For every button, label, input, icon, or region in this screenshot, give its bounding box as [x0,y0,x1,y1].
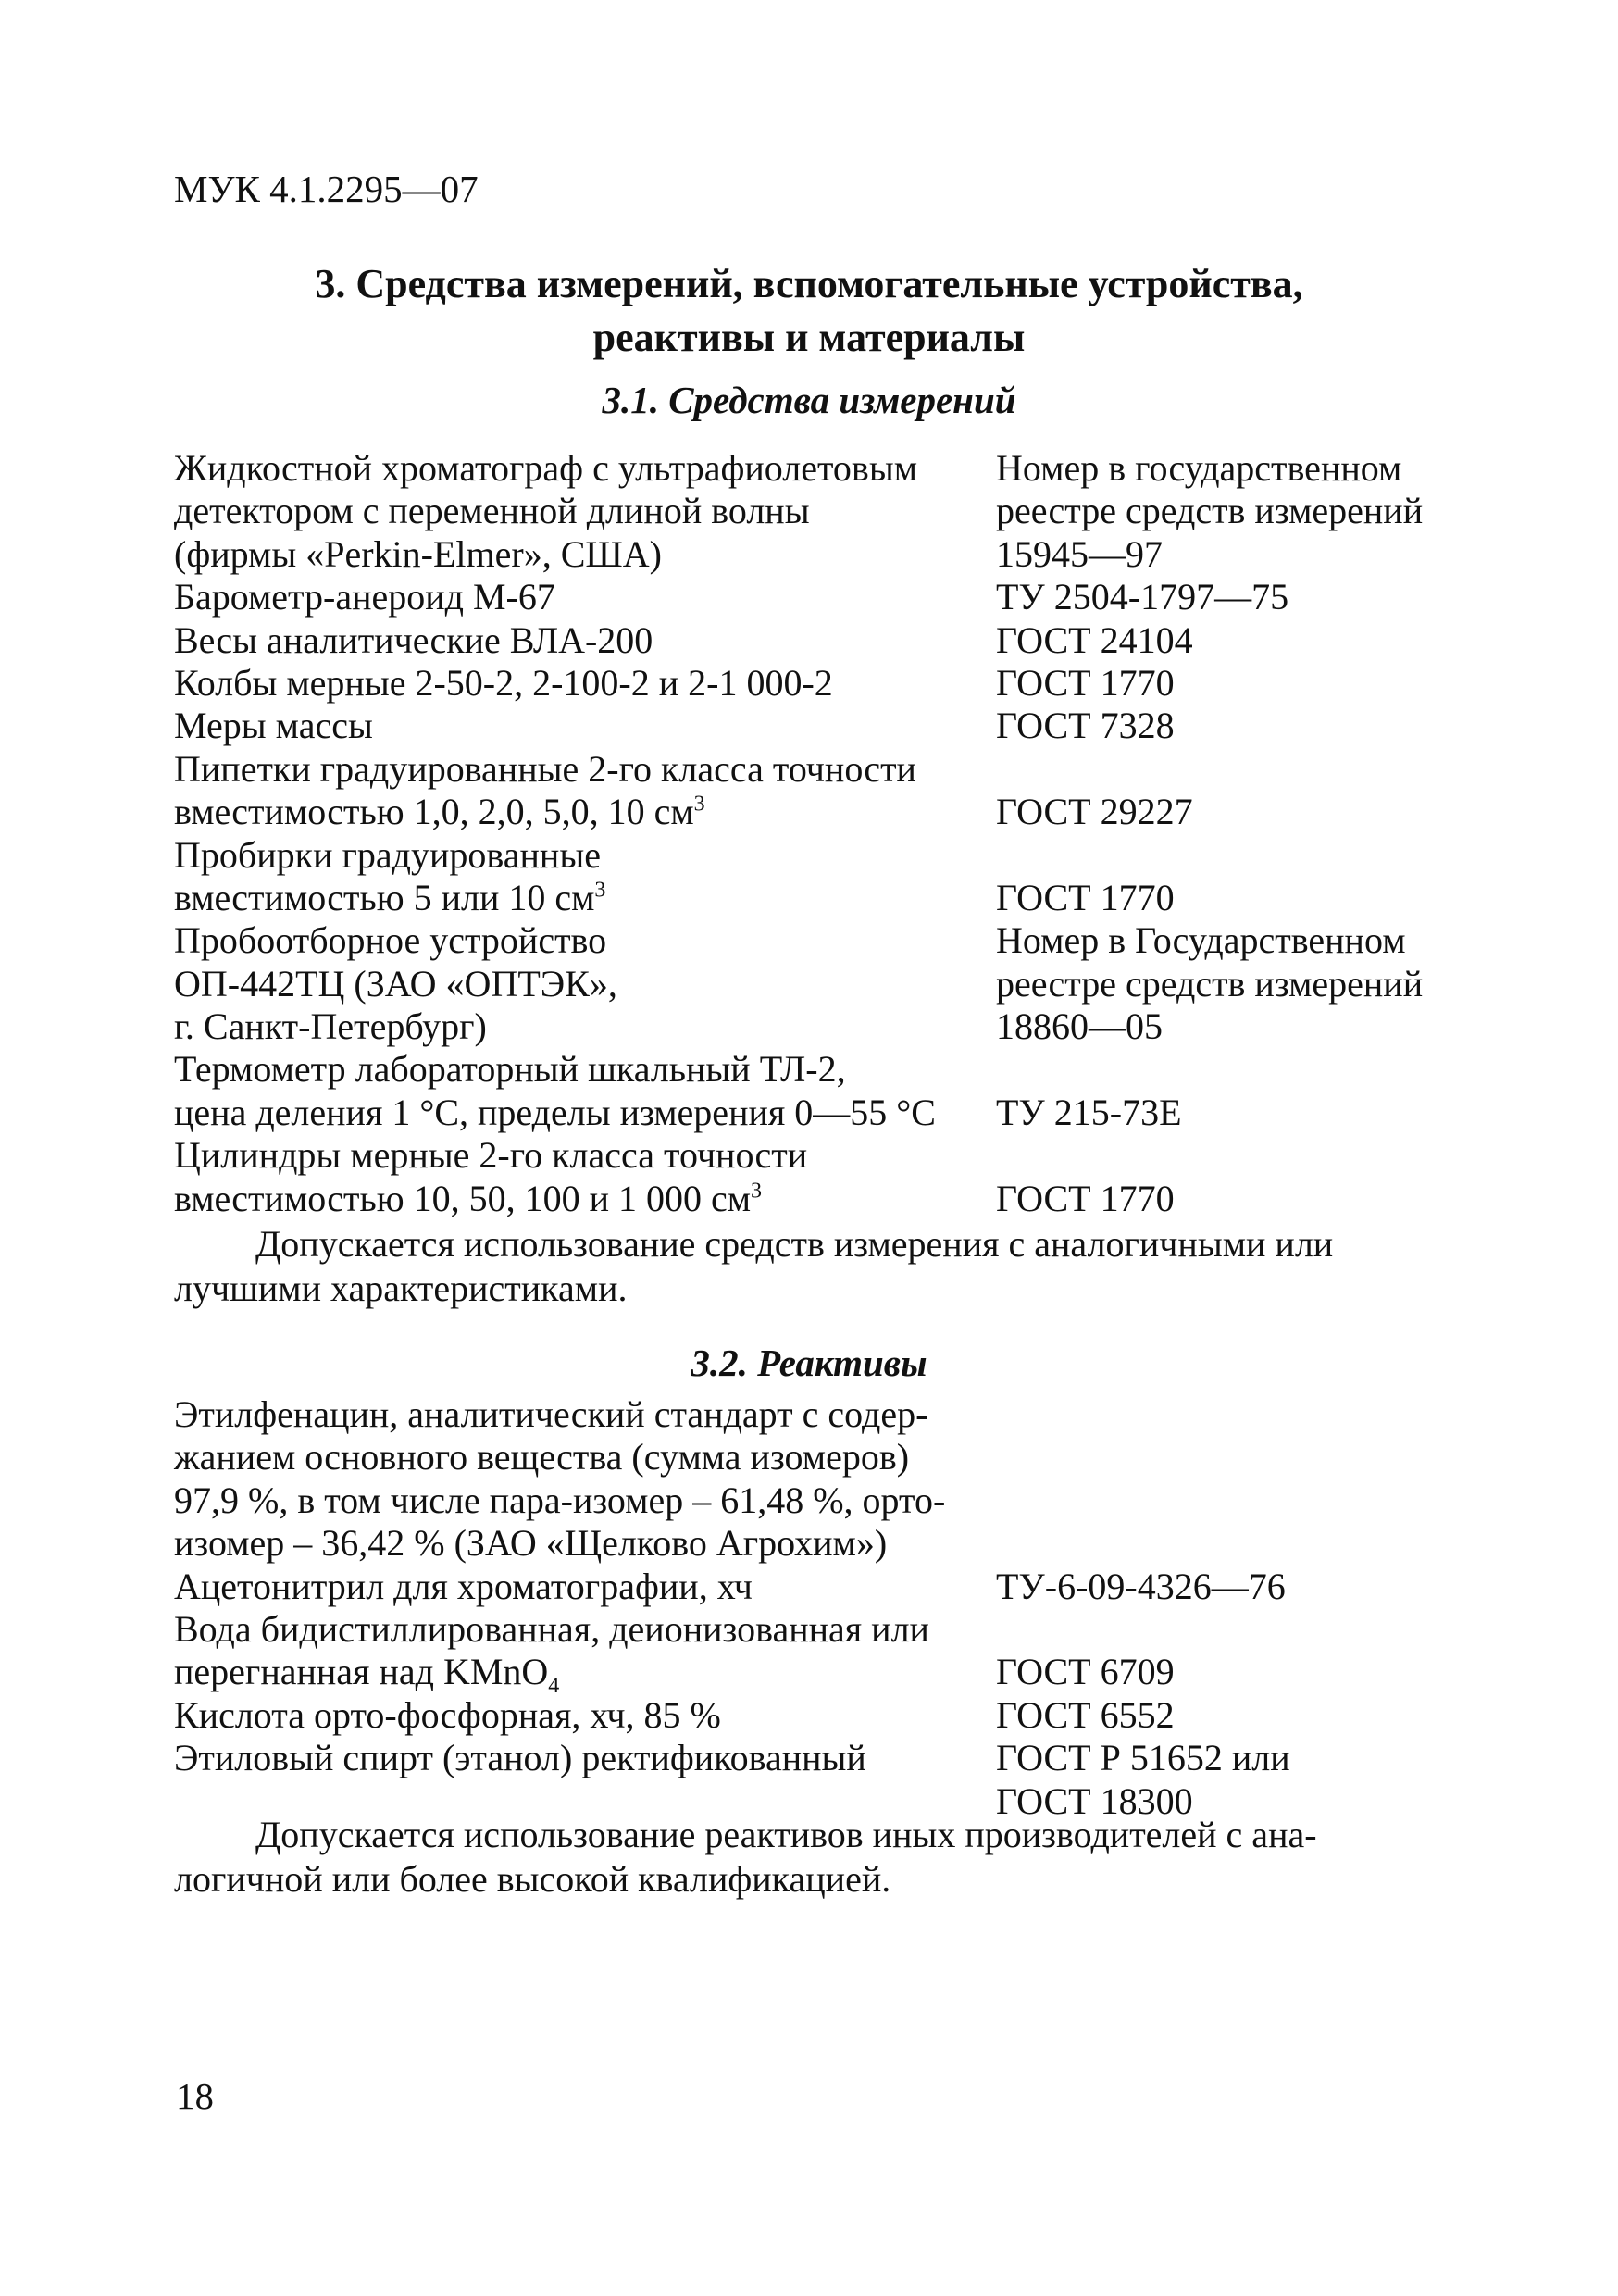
item-name: вместимостью 1,0, 2,0, 5,0, 10 $см^3$ [174,791,705,833]
table-row [174,1048,1488,1091]
table-row [174,1134,1488,1177]
subscript: 4 [548,1674,560,1699]
table-row [174,662,1488,705]
table-row [174,576,1488,618]
item-name: изомер – 36,42 % (ЗАО «Щелково Агрохим») [174,1522,888,1565]
table-row [174,791,1488,833]
table-row [174,1737,1488,1779]
reagents-table [174,1393,1488,1823]
table-row [174,1608,1488,1651]
table-row [174,834,1488,877]
table-row [174,447,1488,490]
item-name: 97,9 %, в том числе пара-изомер – 61,48 %, орто- [174,1479,946,1521]
item-name: вместимостью 10, 50, 100 и 1 000 $см^3$ [174,1177,763,1219]
note-line-2: лучшими характеристиками. [174,1267,628,1309]
table-row [174,1436,1488,1479]
item-name: Цилиндры мерные 2-го класса точности [174,1134,808,1177]
item-name: Пробоотборное устройство [174,919,607,962]
item-standard: ГОСТ 1770 [996,661,1175,704]
item-standard: ТУ 2504-1797—75 [996,576,1289,618]
item-standard: ГОСТ 24104 [996,618,1193,661]
item-name: Барометр-анероид М-67 [174,576,555,618]
item-name: (фирмы «Perkin-Elmer», США) [174,532,662,575]
table-row [174,1479,1488,1522]
table-row [174,963,1488,1005]
section-title-line-2: реактивы и материалы [592,315,1026,360]
item-standard: ТУ-6-09-4326—76 [996,1565,1286,1607]
item-name: Этилфенацин, аналитический стандарт с содер- [174,1393,928,1435]
item-standard: ТУ 215-73Е [996,1091,1182,1133]
item-name: цена деления 1 °С, пределы измерения 0—55 °С [174,1091,936,1133]
item-standard: ГОСТ 1770 [996,876,1175,918]
item-standard: ГОСТ 1770 [996,1177,1175,1219]
table-row [174,748,1488,791]
section-title-line-1: 3. Средства измерений, вспомогательные устройства, [315,261,1303,306]
table-row [174,877,1488,919]
item-name: г. Санкт-Петербург) [174,1005,487,1048]
item-standard: ГОСТ 29227 [996,791,1193,833]
item-name: Меры массы [174,705,373,747]
page-number: 18 [176,2075,214,2117]
item-name: детектором с переменной длиной волны [174,490,810,532]
superscript: 3 [693,792,705,817]
table-row [174,533,1488,576]
table-row [174,1005,1488,1048]
item-name: Пробирки градуированные [174,833,601,876]
item-name: Ацетонитрил для хроматографии, хч [174,1565,753,1607]
item-standard: ГОСТ 7328 [996,705,1175,747]
subsection-title-reagents: 3.2. Реактивы [691,1341,927,1384]
table-row [174,919,1488,962]
table-row [174,619,1488,662]
table-row [174,1566,1488,1608]
item-name: жанием основного вещества (сумма изомеров) [174,1436,910,1479]
table-row [174,1393,1488,1436]
item-standard: Номер в Государственном [996,919,1406,962]
measuring-instruments-table [174,447,1488,1220]
item-name: перегнанная над KMnO$_4$ [174,1651,560,1699]
table-row [174,1651,1488,1699]
item-name: ОП-442ТЦ (ЗАО «ОПТЭК», [174,962,617,1004]
table-row [174,1178,1488,1220]
superscript: 3 [751,1179,763,1204]
document-code: МУК 4.1.2295—07 [174,168,479,210]
table-row [174,1694,1488,1737]
note-line-1: Допускается использование средств измерения с аналогичными или [255,1223,1334,1265]
item-standard: Номер в государственном [996,447,1402,489]
item-standard: 18860—05 [996,1005,1163,1048]
measuring-instruments-note [174,1222,1387,1311]
table-row [174,1522,1488,1565]
table-row [174,490,1488,532]
item-standard: ГОСТ 18300 [996,1779,1193,1822]
reagents-note [174,1813,1387,1902]
item-standard: ГОСТ 6552 [996,1693,1175,1736]
item-standard: ГОСТ Р 51652 или [996,1737,1290,1779]
note-line-2: логичной или более высокой квалификацией. [174,1858,891,1900]
item-standard: ГОСТ 6709 [996,1651,1175,1693]
item-name: Жидкостной хроматограф с ультрафиолетовым [174,447,918,489]
item-standard: реестре средств измерений [996,490,1424,532]
item-name: Этиловый спирт (этанол) ректификованный [174,1737,866,1779]
item-standard: реестре средств измерений [996,962,1424,1004]
item-standard: 15945—97 [996,532,1163,575]
section-title [0,257,1618,365]
item-name: Вода бидистиллированная, деионизованная или [174,1607,929,1650]
subsection-title-measuring-instruments: 3.1. Средства измерений [602,379,1016,421]
item-name: Пипетки градуированные 2-го класса точности [174,747,916,790]
note-line-1: Допускается использование реактивов иных производителей с ана- [255,1814,1317,1855]
table-row [174,1092,1488,1134]
item-name: Колбы мерные 2-50-2, 2-100-2 и 2-1 000-2 [174,661,833,704]
superscript: 3 [594,878,606,903]
item-name: вместимостью 5 или 10 $см^3$ [174,876,606,918]
item-name: Термометр лабораторный шкальный ТЛ-2, [174,1048,846,1091]
table-row [174,705,1488,747]
item-name: Весы аналитические ВЛА-200 [174,618,653,661]
item-name: Кислота орто-фосфорная, хч, 85 % [174,1693,721,1736]
